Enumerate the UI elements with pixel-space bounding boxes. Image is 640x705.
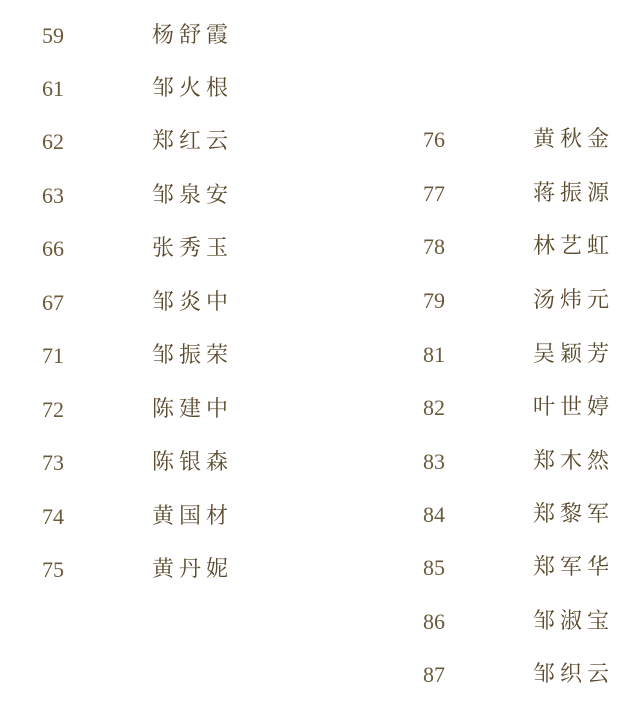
member-name: 邹织云 (533, 662, 615, 687)
member-number: 85 (423, 555, 445, 580)
member-name: 叶世婷 (533, 395, 615, 420)
member-number: 75 (42, 557, 64, 582)
member-name: 郑黎军 (533, 502, 615, 527)
member-number: 66 (42, 236, 64, 261)
member-name: 邹火根 (152, 76, 234, 101)
member-name: 蒋振源 (533, 181, 615, 206)
member-number: 77 (423, 181, 445, 206)
member-name: 邹泉安 (152, 183, 234, 208)
member-number: 63 (42, 183, 64, 208)
member-number: 82 (423, 395, 445, 420)
member-name: 邹淑宝 (533, 609, 615, 634)
member-name: 林艺虹 (533, 234, 615, 259)
member-name: 郑军华 (533, 555, 615, 580)
member-name: 郑红云 (152, 129, 234, 154)
member-number: 59 (42, 23, 64, 48)
member-number: 83 (423, 449, 445, 474)
member-number: 73 (42, 450, 64, 475)
member-name: 吴颖芳 (533, 342, 615, 367)
member-name: 黄国材 (152, 504, 234, 529)
member-number: 84 (423, 502, 445, 527)
member-name: 张秀玉 (152, 236, 234, 261)
member-number: 61 (42, 76, 64, 101)
member-name: 邹炎中 (152, 290, 234, 315)
member-number: 79 (423, 288, 445, 313)
member-number: 62 (42, 129, 64, 154)
member-number: 72 (42, 397, 64, 422)
member-number: 87 (423, 662, 445, 687)
member-name: 陈建中 (152, 397, 234, 422)
member-number: 81 (423, 342, 445, 367)
member-number: 67 (42, 290, 64, 315)
member-name: 邹振荣 (152, 343, 234, 368)
member-number: 71 (42, 343, 64, 368)
member-name: 黄秋金 (533, 127, 615, 152)
member-name: 黄丹妮 (152, 557, 234, 582)
member-name: 汤炜元 (533, 288, 615, 313)
member-number: 86 (423, 609, 445, 634)
member-name: 郑木然 (533, 449, 615, 474)
member-name: 陈银森 (152, 450, 234, 475)
member-name: 杨舒霞 (152, 23, 234, 48)
member-number: 74 (42, 504, 64, 529)
member-number: 78 (423, 234, 445, 259)
member-number: 76 (423, 127, 445, 152)
